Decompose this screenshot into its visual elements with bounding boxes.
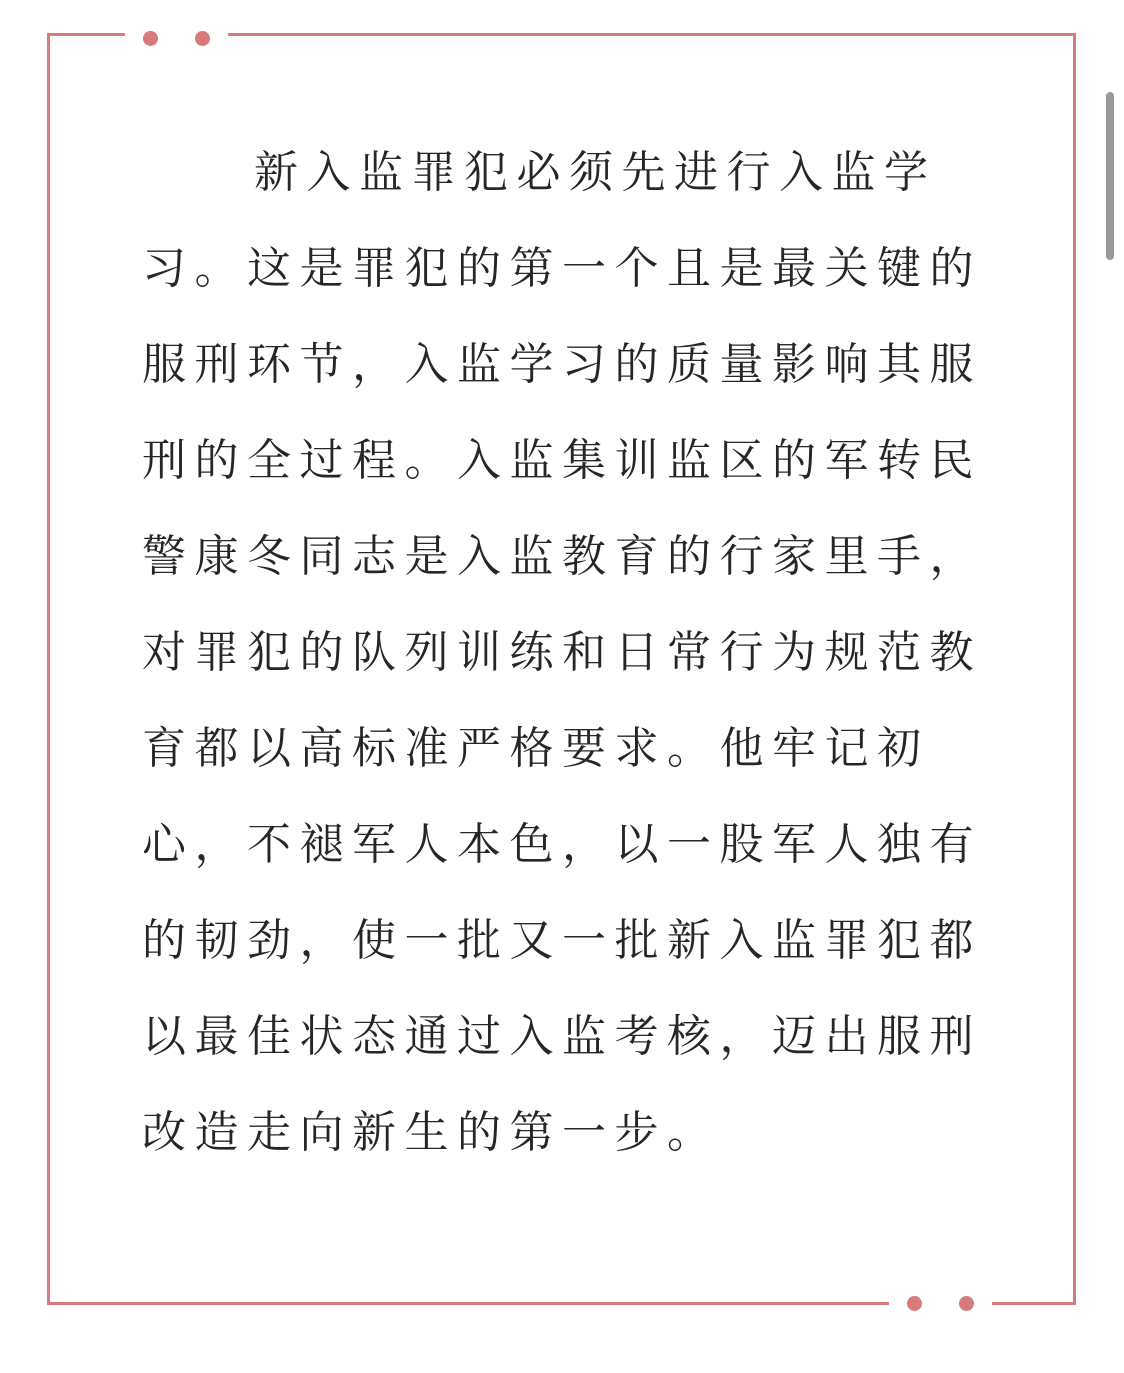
paragraph-line: 刑的全过程。入监集训监区的军转民 [142, 435, 982, 486]
paragraph-line: 改造走向新生的第一步。 [142, 1107, 720, 1158]
frame-top-right-segment [228, 33, 1076, 36]
frame-right-border [1073, 33, 1076, 1305]
paragraph-line: 的韧劲，使一批又一批新入监罪犯都 [142, 915, 982, 966]
paragraph-line: 习。这是罪犯的第一个且是最关键的 [142, 243, 982, 294]
paragraph-line: 以最佳状态通过入监考核，迈出服刑 [142, 1011, 982, 1062]
frame-left-border [47, 33, 50, 1305]
frame-top-dot-1 [143, 31, 158, 46]
frame-top-left-segment [47, 33, 125, 36]
paragraph-line: 新入监罪犯必须先进行入监学 [254, 147, 937, 198]
paragraph-line: 服刑环节，入监学习的质量影响其服 [142, 339, 982, 390]
frame-top-dot-2 [195, 31, 210, 46]
frame-bottom-right-segment [992, 1302, 1076, 1305]
paragraph-line: 对罪犯的队列训练和日常行为规范教 [142, 627, 982, 678]
frame-bottom-left-segment [47, 1302, 889, 1305]
frame-bottom-dot-2 [959, 1296, 974, 1311]
paragraph-line: 心，不褪军人本色，以一股军人独有 [142, 819, 982, 870]
scrollbar-thumb[interactable] [1106, 92, 1114, 260]
paragraph-line: 警康冬同志是入监教育的行家里手， [142, 531, 982, 582]
article-paragraph [142, 125, 992, 1181]
frame-bottom-dot-1 [907, 1296, 922, 1311]
paragraph-line: 育都以高标准严格要求。他牢记初 [142, 723, 930, 774]
